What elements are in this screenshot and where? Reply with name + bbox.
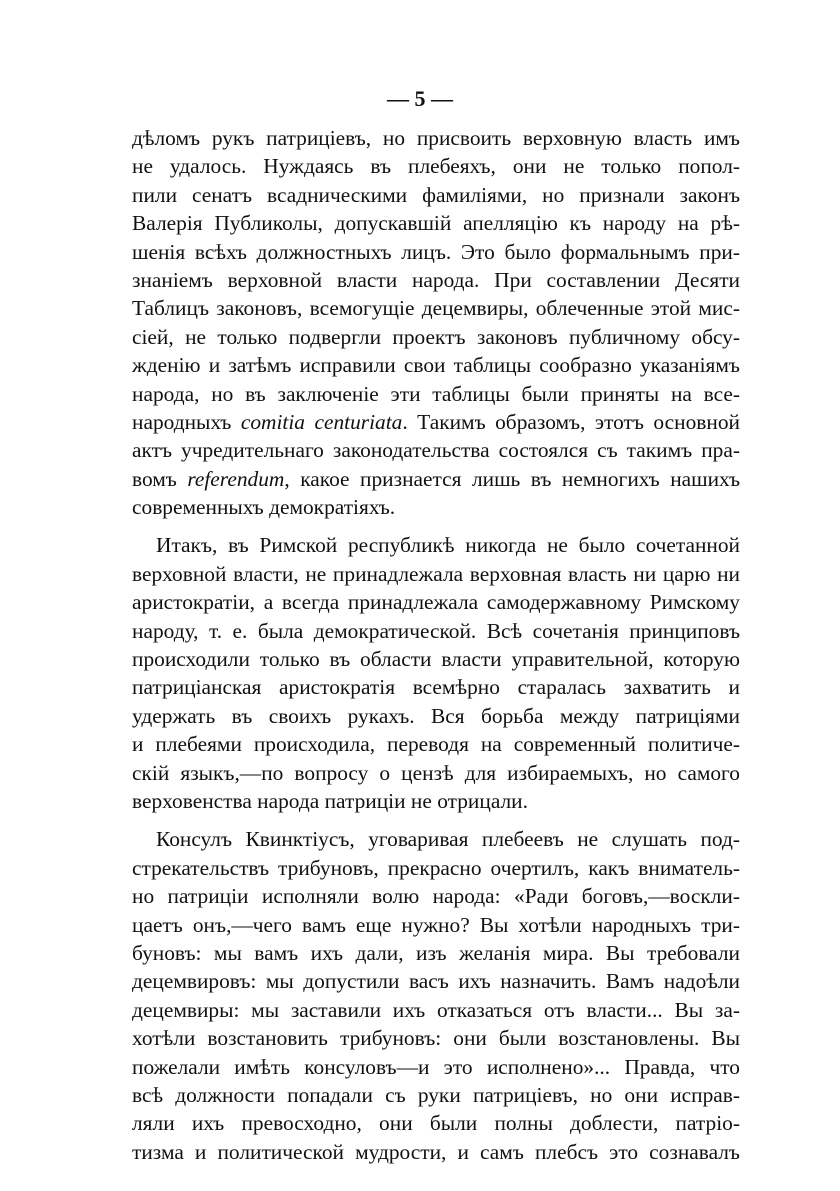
latin-term: referendum: [187, 466, 285, 491]
text-line: современныхъ демократіяхъ.: [132, 495, 396, 520]
text-line: децемвировъ: мы допустили васъ ихъ назначить. Вамъ надоѣли: [132, 969, 740, 994]
text-line: ляли ихъ превосходно, они были полны доблести, патріо-: [132, 1111, 740, 1136]
text-line: пили сенатъ всадническими фамиліями, но признали законъ: [132, 182, 740, 207]
text-line: удержать въ своихъ рукахъ. Вся борьба между патриціями: [132, 703, 740, 728]
text-line: цаетъ онъ,—чего вамъ еще нужно? Вы хотѣли народныхъ три-: [132, 912, 740, 937]
text-line: [132, 465, 740, 493]
text-line: народу, т. е. была демократической. Всѣ сочетанія принциповъ: [132, 618, 740, 643]
text-line: тизма и политической мудрости, и самъ плебсъ это сознавалъ: [132, 1139, 740, 1164]
text-line: Консулъ Квинктіусъ, уговаривая плебеевъ не слушать под-: [156, 827, 740, 852]
text-span: , какое признается лишь въ немногихъ нашихъ: [284, 466, 740, 491]
text-span: вомъ: [132, 466, 188, 491]
text-line: децемвиры: мы заставили ихъ отказаться отъ власти... Вы за-: [132, 997, 740, 1022]
text-line: Итакъ, въ Римской республикѣ никогда не было сочетанной: [156, 533, 740, 558]
text-line: буновъ: мы вамъ ихъ дали, изъ желанія мира. Вы требовали: [132, 940, 740, 965]
page-number: — 5 —: [387, 86, 453, 111]
text-line: Валерія Публиколы, допускавшій апелляцію къ народу на рѣ-: [132, 211, 740, 236]
text-line: знаніемъ верховной власти народа. При составлении Десяти: [132, 267, 740, 292]
text-line: жденію и затѣмъ исправили свои таблицы сообразно указаніямъ: [132, 353, 740, 378]
text-line: сіей, не только подвергли проектъ законовъ публичному обсу-: [132, 324, 740, 349]
text-line: дѣломъ рукъ патриціевъ, но присвоить верховную власть имъ: [132, 126, 740, 150]
text-line: шенія всѣхъ должностныхъ лицъ. Это было формальнымъ при-: [132, 239, 740, 264]
text-line: верховенства народа патриціи не отрицали.: [132, 788, 528, 813]
paragraph-1: [132, 124, 740, 521]
text-line: всѣ должности попадали съ руки патриціевъ, но они исправ-: [132, 1082, 740, 1107]
text-line: верховной власти, не принадлежала верховная власть ни царю ни: [132, 561, 740, 586]
text-line: не удалось. Нуждаясь въ плебеяхъ, они не только попол-: [132, 154, 740, 179]
body-text: [132, 124, 740, 1166]
paragraph-gap: [132, 521, 740, 531]
text-line: происходили только въ области власти управительной, которую: [132, 647, 740, 672]
text-line: стрекательствъ трибуновъ, прекрасно очертилъ, какъ вниматель-: [132, 855, 740, 880]
text-span: народныхъ: [132, 409, 241, 434]
text-line: [132, 408, 740, 436]
text-line: Таблицъ законовъ, всемогущіе децемвиры, облеченные этой мис-: [132, 296, 740, 321]
paragraph-2: [132, 531, 740, 815]
paragraph-3: [132, 825, 740, 1166]
text-line: народа, но въ заключеніе эти таблицы были приняты на все-: [132, 381, 740, 406]
paragraph-gap: [132, 815, 740, 825]
text-line: аристократіи, а всегда принадлежала самодержавному Римскому: [132, 590, 740, 615]
text-line: и плебеями происходила, переводя на современный политиче-: [132, 732, 740, 757]
text-span: . Такимъ образомъ, этотъ основной: [402, 409, 740, 434]
text-line: актъ учредительнаго законодательства состоялся съ такимъ пра-: [132, 438, 740, 463]
text-line: хотѣли возстановить трибуновъ: они были возстановлены. Вы: [132, 1026, 740, 1051]
text-line: скій языкъ,—по вопросу о цензѣ для избираемыхъ, но самого: [132, 760, 740, 785]
text-line: пожелали имѣть консуловъ—и это исполнено»... Правда, что: [132, 1054, 740, 1079]
latin-term: comitia centuriata: [240, 409, 403, 434]
text-line: но патриціи исполняли волю народа: «Ради боговъ,—воскли-: [132, 884, 740, 909]
text-line: патриціанская аристократія всемѣрно старалась захватить и: [132, 675, 740, 700]
